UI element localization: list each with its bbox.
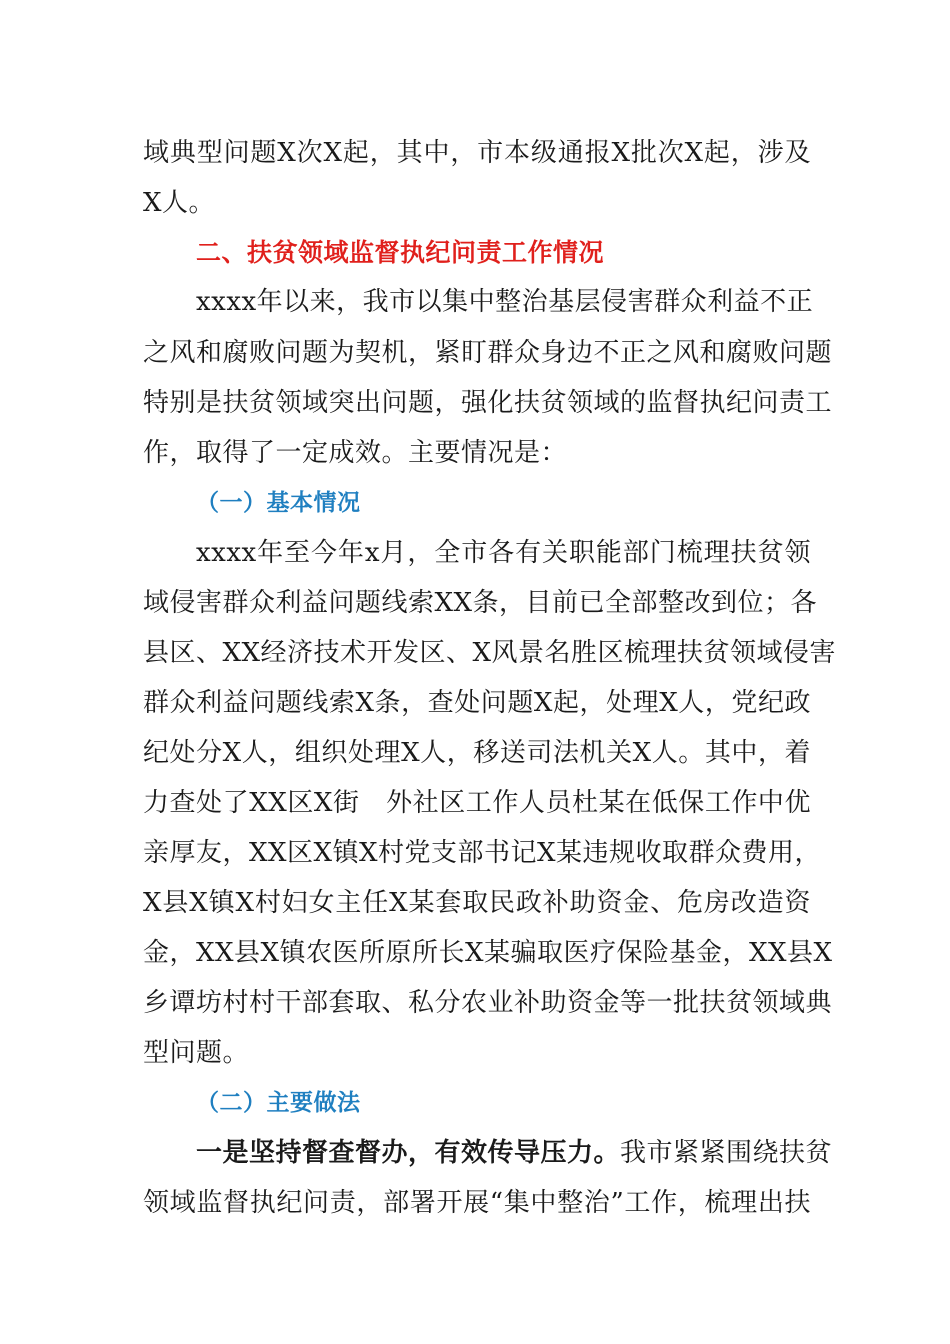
subsection-heading: （二）主要做法	[196, 1090, 361, 1116]
paragraph-line: 纪处分X人，组织处理X人，移送司法机关X人。其中，着	[143, 738, 811, 768]
paragraph-line: 金，XX县X镇农医所原所长X某骗取医疗保险基金，XX县X	[143, 938, 833, 968]
bold-lead-text: 一是坚持督查督办，有效传导压力。	[196, 1138, 621, 1168]
section-heading: 二、扶贫领域监督执纪问责工作情况	[196, 238, 605, 267]
paragraph-line: 域侵害群众利益问题线索XX条，目前已全部整改到位；各	[143, 588, 818, 618]
paragraph-line: 作，取得了一定成效。主要情况是：	[143, 438, 568, 468]
paragraph-text: 我市紧紧围绕扶贫	[620, 1138, 833, 1168]
paragraph-line: xxxx年至今年x月，全市各有关职能部门梳理扶贫领	[196, 538, 811, 568]
paragraph-line: 域典型问题X次X起，其中，市本级通报X批次X起，涉及	[143, 138, 811, 168]
paragraph-line: 亲厚友，XX区X镇X村党支部书记X某违规收取群众费用，	[143, 838, 822, 868]
paragraph-line: X县X镇X村妇女主任X某套取民政补助资金、危房改造资	[143, 888, 811, 918]
paragraph-line: 乡谭坊村村干部套取、私分农业补助资金等一批扶贫领域典	[143, 988, 833, 1018]
paragraph-line: 领域监督执纪问责，部署开展“集中整治”工作，梳理出扶	[143, 1188, 811, 1218]
paragraph-line: 力查处了XX区X街 外社区工作人员杜某在低保工作中优	[143, 788, 811, 818]
paragraph-line: 型问题。	[143, 1038, 250, 1068]
paragraph-line	[196, 1136, 833, 1170]
paragraph-line: X人。	[143, 188, 216, 218]
paragraph-line: 群众利益问题线索X条，查处问题X起，处理X人，党纪政	[143, 688, 811, 718]
paragraph-line: 之风和腐败问题为契机，紧盯群众身边不正之风和腐败问题	[143, 338, 833, 368]
paragraph-line: xxxx年以来，我市以集中整治基层侵害群众利益不正	[196, 287, 814, 317]
paragraph-line: 特别是扶贫领域突出问题，强化扶贫领域的监督执纪问责工	[143, 388, 833, 418]
subsection-heading: （一）基本情况	[196, 490, 361, 516]
paragraph-line: 县区、XX经济技术开发区、X风景名胜区梳理扶贫领域侵害	[143, 638, 837, 668]
